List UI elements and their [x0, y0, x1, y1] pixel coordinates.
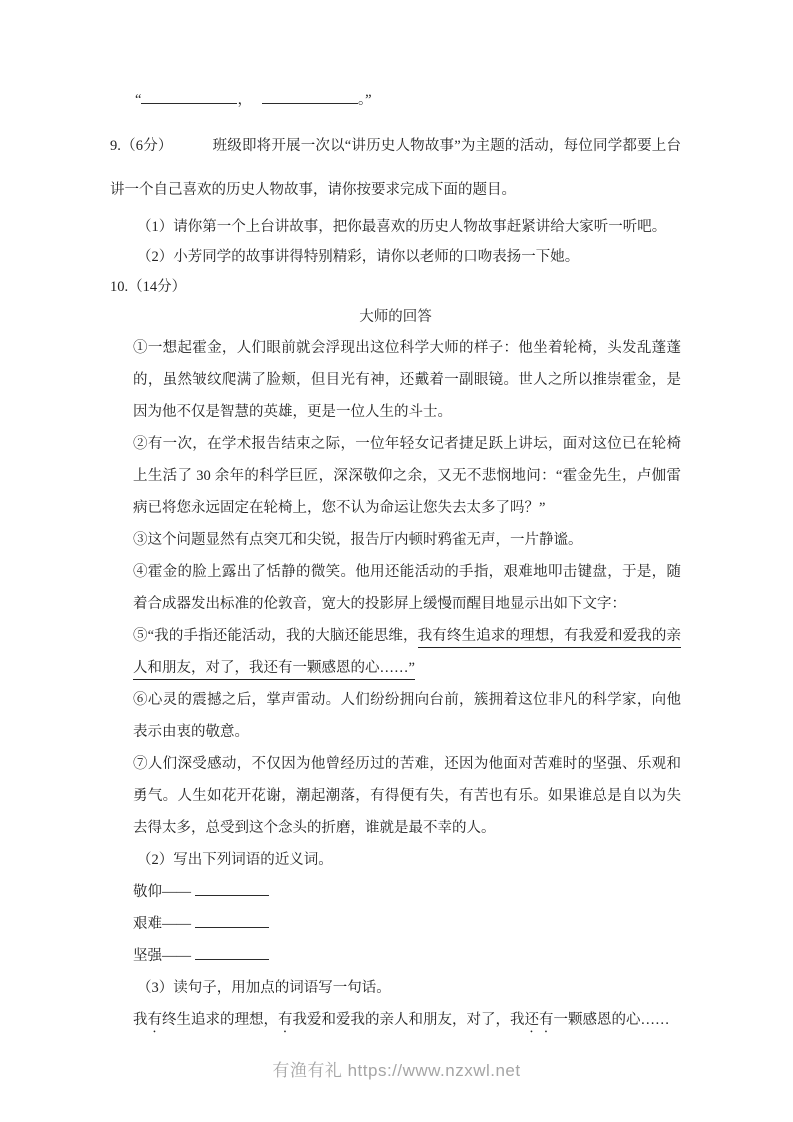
question-10-number: 10.（14分） [110, 279, 187, 295]
passage-paragraph-3: ③这个问题显然有点突兀和尖锐，报告厅内顿时鸦雀无声，一片静谧。 [133, 532, 583, 548]
question-10-sub-2-label: （2）写出下列词语的近义词。 [137, 852, 333, 868]
passage-paragraph-1: ①一想起霍金，人们眼前就会浮现出这位科学大师的样子：他坐着轮椅，头发乱蓬蓬的，虽然皱纹爬满了脸颊，但目光有神，还戴着一副眼镜。世人之所以推崇霍金，是因为他不仅是智慧的英雄，更是一位人生的斗士。 [133, 340, 681, 420]
paragraph-5-lead: ⑤“我的手指还能活动，我的大脑还能思维， [133, 628, 418, 644]
answer-blank [195, 946, 269, 960]
sentence-segment-emphasized: 还有 [524, 1012, 554, 1028]
reading-passage [133, 332, 681, 844]
close-quote: 。” [357, 92, 372, 108]
synonym-row [133, 908, 681, 940]
dash: —— [162, 916, 191, 932]
passage-paragraph-6: ⑥心灵的震撼之后，掌声雷动。人们纷纷拥向台前，簇拥着这位非凡的科学家，向他表示由衷的敬意。 [133, 692, 681, 740]
dash: —— [162, 884, 191, 900]
dash: —— [162, 948, 191, 964]
synonym-row [133, 876, 681, 908]
sentence-segment: 一颗感恩的心…… [553, 1012, 670, 1028]
passage-paragraph-7: ⑦人们深受感动，不仅因为他曾经历过的苦难，还因为他面对苦难时的坚强、乐观和勇气。人生如花开花谢，潮起潮落，有得便有失，有苦也有乐。如果谁总是自以为失去得太多，总受到这个念头的折磨，谁就是最不幸的人。 [133, 756, 681, 836]
passage-paragraph-4: ④霍金的脸上露出了恬静的微笑。他用还能活动的手指，艰难地叩击键盘，于是，随着合成器发出标准的伦敦音，宽大的投影屏上缓慢而醒目地显示出如下文字： [133, 564, 681, 612]
synonym-word: 艰难 [133, 916, 162, 932]
answer-blank [141, 90, 237, 104]
sentence-segment-emphasized: 有 [278, 1012, 293, 1028]
paragraph-5-underlined-text: 我有终生追求的理想，有我爱和爱我的亲人和朋友，对了，我还有一颗感恩的心……” [133, 628, 681, 680]
comma: ， [237, 92, 252, 108]
answer-blank [195, 914, 269, 928]
passage-title: 大师的回答 [359, 309, 432, 325]
question-10-sub-3-label: （3）读句子，用加点的词语写一句话。 [137, 980, 391, 996]
synonym-items [110, 876, 681, 972]
question-9-sub-1: （1）请你第一个上台讲故事，把你最喜欢的历史人物故事赶紧讲给大家听一听吧。 [137, 219, 667, 235]
synonym-word: 敬仰 [133, 884, 162, 900]
question-9-intro-text: 班级即将开展一次以“讲历史人物故事”为主题的活动，每位同学都要上台讲一个自己喜欢的历史人物故事，请你按要求完成下面的题目。 [110, 138, 682, 198]
passage-paragraph-2: ②有一次，在学术报告结束之际，一位年轻女记者捷足跃上讲坛，面对这位已在轮椅上生活了 30 余年的科学巨匠，深深敬仰之余，又无不悲悯地问：“霍金先生，卢伽雷病已将您永远固定在轮椅上，您不认为命运让您失去太多了吗？” [133, 436, 681, 516]
question-9-subitems [110, 212, 681, 332]
sentence-segment: 终生追求的理想， [162, 1012, 278, 1028]
answer-blank-line [135, 84, 681, 116]
answer-blank [195, 882, 269, 896]
question-9 [110, 124, 681, 212]
synonym-word: 坚强 [133, 948, 162, 964]
sentence-segment: 我 [133, 1012, 148, 1028]
emphasized-sentence [133, 1004, 681, 1036]
open-quote: “ [135, 92, 142, 108]
synonym-row [133, 940, 681, 972]
question-9-number: 9.（6分） [110, 138, 173, 154]
passage-paragraph-5 [133, 620, 681, 684]
site-watermark: 有渔有礼 https://www.nzxwl.net [272, 1061, 521, 1080]
sentence-segment-emphasized: 有 [147, 1012, 162, 1028]
question-9-sub-2: （2）小芳同学的故事讲得特别精彩，请你以老师的口吻表扬一下她。 [137, 249, 580, 265]
sentence-segment: 我爱和爱我的亲人和朋友，对了，我 [292, 1012, 525, 1028]
answer-blank [262, 90, 358, 104]
